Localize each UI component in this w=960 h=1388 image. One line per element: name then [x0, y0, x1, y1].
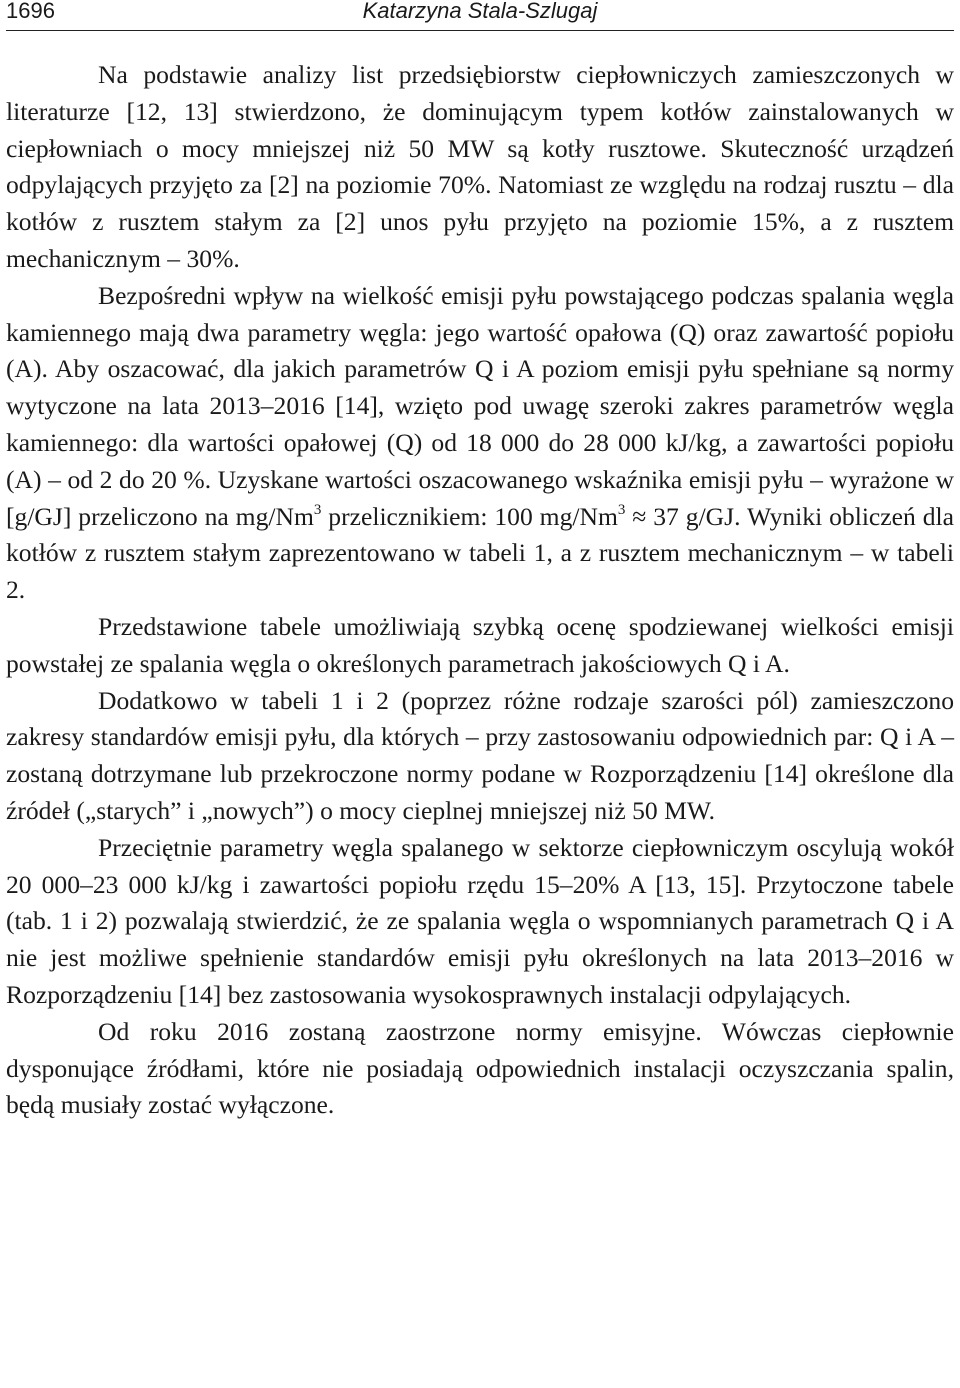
paragraph-1: [6, 57, 954, 278]
paragraph-text: Dodatkowo w tabeli 1 i 2 (poprzez różne rodzaje szarości pól) zamieszczono zakresy standardów emisji pyłu, dla których – przy zastosowaniu odpowiednich par: Q i A – zostaną dotrzymane lub przekroczone normy podane w Rozporządzeniu [14] określone dla źródeł („starych” i „nowych”) o mocy cieplnej mniejszej niż 50 MW.: [6, 685, 954, 825]
paragraph-text: Na podstawie analizy list przedsiębiorstw ciepłowniczych zamieszczonych w literaturze [12, 13] stwierdzono, że dominującym typem kotłów zainstalowanych w ciepłowniach o mocy mniejszej niż 50 MW są kotły rusztowe. Skuteczność urządzeń odpylających przyjęto za [2] na poziomie 70%. Natomiast ze względu na rodzaj rusztu – dla kotłów z rusztem stałym za [2] unos pyłu przyjęto na poziomie 15%, a z rusztem mechanicznym – 30%.: [6, 60, 954, 273]
paragraph-3: [6, 609, 954, 683]
paragraph-text: Od roku 2016 zostaną zaostrzone normy emisyjne. Wówczas ciepłownie dysponujące źródłami, które nie posiadają odpowiednich instalacji oczyszczania spalin, będą musiały zostać wyłączone.: [6, 1016, 954, 1120]
paragraph-text: Przedstawione tabele umożliwiają szybką ocenę spodziewanej wielkości emisji powstałej ze spalania węgla o określonych parametrach jakościowych Q i A.: [6, 611, 954, 678]
paragraph-2: [6, 278, 954, 609]
paragraph-text: ≈ 37 g/GJ. Wyniki obliczeń dla kotłów z rusztem stałym zaprezentowano w tabeli 1, a z rusztem mechanicznym – w tabeli 2.: [6, 501, 954, 605]
paragraph-6: [6, 1014, 954, 1124]
paragraph-5: [6, 830, 954, 1014]
paragraph-text: Bezpośredni wpływ na wielkość emisji pyłu powstającego podczas spalania węgla kamiennego mają dwa parametry węgla: jego wartość opałowa (Q) oraz zawartość popiołu (A). Aby oszacować, dla jakich parametrów Q i A poziom emisji pyłu spełniane są normy wytyczone na lata 2013–2016 [14], wzięto pod uwagę szeroki zakres parametrów węgla kamiennego: dla wartości opałowej (Q) od 18 000 do 28 000 kJ/kg, a zawartości popiołu (A) – od 2 do 20 %. Uzyskane wartości oszacowanego wskaźnika emisji pyłu – wyrażone w [g/GJ] przeliczono na mg/Nm: [6, 280, 954, 531]
paragraph-4: [6, 683, 954, 830]
body-text: [6, 57, 954, 1124]
superscript-exponent: 3: [313, 501, 322, 518]
paragraph-text: Przeciętnie parametry węgla spalanego w sektorze ciepłowniczym oscylują wokół 20 000–23 000 kJ/kg i zawartości popiołu rzędu 15–20% A [13, 15]. Przytoczone tabele (tab. 1 i 2) pozwalają stwierdzić, że ze spalania węgla o wspomnianych parametrach Q i A nie jest możliwe spełnienie standardów emisji pyłu określonych na lata 2013–2016 w Rozporządzeniu [14] bez zastosowania wysokosprawnych instalacji odpylających.: [6, 832, 954, 1009]
paragraph-text: przelicznikiem: 100 mg/Nm: [321, 501, 618, 531]
page-number: 1696: [6, 0, 55, 23]
superscript-exponent: 3: [617, 501, 626, 518]
running-author: Katarzyna Stala-Szlugaj: [362, 0, 598, 23]
running-header: [6, 0, 954, 31]
